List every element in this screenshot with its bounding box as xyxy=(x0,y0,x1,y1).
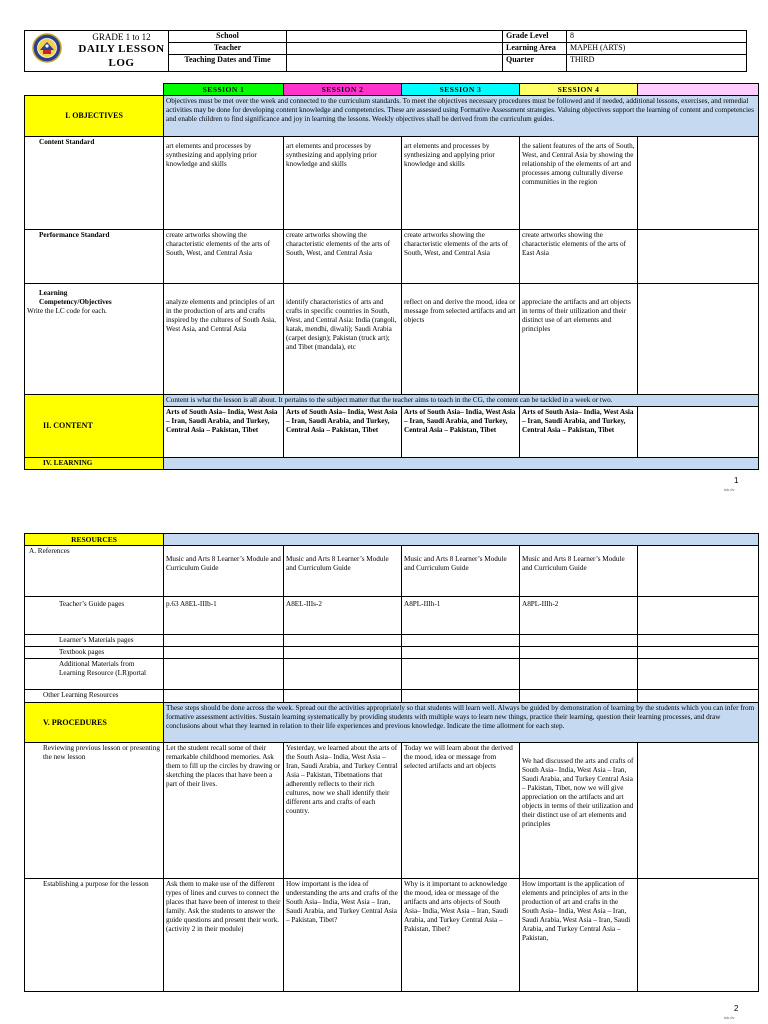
textbook-s1 xyxy=(164,647,284,659)
learning-bar xyxy=(164,458,759,470)
competency-label xyxy=(25,284,164,395)
reviewing-s5 xyxy=(638,743,759,879)
additional-materials-s3 xyxy=(402,659,520,690)
content-s3: Arts of South Asia– India, West Asia – Iran, Saudi Arabia, and Turkey, Central Asia – Pakistan, Tibet xyxy=(402,407,520,458)
content-s2: Arts of South Asia– India, West Asia – Iran, Saudi Arabia, and Turkey, Central Asia – Pakistan, Tibet xyxy=(284,407,402,458)
reviewing-s2: Yesterday, we learned about the arts of the South Asia– India, West Asia – Iran, Saudi Arabia, and Turkey Central Asia – Pakistan, Tibetnations that adherently reflects to their rich cultures, now we shall identify their different arts and crafts of each country. xyxy=(284,743,402,879)
content-standard-s3: art elements and processes by synthesizing and applying prior knowledge and skills xyxy=(402,137,520,230)
learning-label: IV. LEARNING xyxy=(25,458,164,470)
teacher-field[interactable] xyxy=(287,42,503,54)
content-s1: Arts of South Asia– India, West Asia – Iran, Saudi Arabia, and Turkey, Central Asia – Pakistan, Tibet xyxy=(164,407,284,458)
session-4-header: SESSION 4 xyxy=(520,84,638,96)
session-2-header: SESSION 2 xyxy=(284,84,402,96)
competency-label-line3: Write the LC code for each. xyxy=(27,307,107,316)
dll-table-page1 xyxy=(24,83,759,470)
learner-materials-s5 xyxy=(638,635,759,647)
quarter-label: Quarter xyxy=(503,54,567,71)
grade-range: GRADE 1 to 12 xyxy=(92,32,151,42)
other-resources-s5 xyxy=(638,690,759,703)
watermark-1: lsb.dv xyxy=(724,487,735,492)
objectives-label: I. OBJECTIVES xyxy=(25,96,164,137)
dates-label: Teaching Dates and Time xyxy=(169,54,287,71)
objectives-note: Objectives must be met over the week and connected to the curriculum standards. To meet the objectives necessary procedures must be followed and if needed, additional lessons, exercises, and remedial activities may be done for developing content knowledge and competencies. These are assessed using Formative Assessment strategies. Valuing objectives support the learning of content and competencies and enable children to find significance and joy in learning the lessons. Weekly objectives shall be derived from the curriculum guides. xyxy=(164,96,759,137)
performance-standard-s5 xyxy=(638,230,759,284)
additional-materials-s2 xyxy=(284,659,402,690)
teacher-guide-s1: p.63 A8EL-IIIb-1 xyxy=(164,597,284,635)
session-3-header: SESSION 3 xyxy=(402,84,520,96)
watermark-2: lsb.dv xyxy=(724,1015,735,1020)
dll-title-line2: LOG xyxy=(108,57,135,69)
competency-label-line2: Competency/Objectives xyxy=(39,298,112,307)
other-resources-s4 xyxy=(520,690,638,703)
dates-field[interactable] xyxy=(287,54,503,71)
content-standard-s5 xyxy=(638,137,759,230)
learner-materials-label: Learner’s Materials pages xyxy=(25,635,164,647)
performance-standard-s2: create artworks showing the characteristic elements of the arts of South, West, and Central Asia xyxy=(284,230,402,284)
competency-s2: identify characteristics of arts and crafts in specific countries in South, West, and Central Asia: India (rangoli, katak, mendhi, diwali); Saudi Arabia (carpet design); Pakistan (truck art); and Tibet (mandala), etc xyxy=(284,284,402,395)
establishing-label: Establishing a purpose for the lesson xyxy=(25,879,164,992)
teacher-guide-s5 xyxy=(638,597,759,635)
teacher-guide-s2: A8EL-IIIs-2 xyxy=(284,597,402,635)
textbook-s3 xyxy=(402,647,520,659)
references-s4: Music and Arts 8 Learner’s Module and Curriculum Guide xyxy=(520,546,638,597)
references-s3: Music and Arts 8 Learner’s Module and Curriculum Guide xyxy=(402,546,520,597)
establishing-s5 xyxy=(638,879,759,992)
references-s5 xyxy=(638,546,759,597)
establishing-s3: Why is it important to acknowledge the mood, idea or message of the artifacts and arts objects of South Asia– India, West Asia – Iran, Saudi Arabia, and Turkey Central Asia – Pakistan, Tibet? xyxy=(402,879,520,992)
page-number-1: 1 xyxy=(734,476,739,485)
dll-table-page2 xyxy=(24,533,759,992)
content-s5 xyxy=(638,407,759,458)
reviewing-s1: Let the student recall some of their remarkable childhood memories. Ask them to fill up the circles by drawing or sketching the places that have been a part of their lives. xyxy=(164,743,284,879)
teacher-label: Teacher xyxy=(169,42,287,54)
procedures-note: These steps should be done across the week. Spread out the activities appropriately so that students will learn well. Always be guided by demonstration of learning by the students which you can infer from formative assessment activities. Sustain learning systematically by providing students with multiple ways to learn new things, practice their learning, question their learning processes, and draw conclusions about what they learned in relation to their life experiences and previous knowledge. Indicate the time allotment for each step. xyxy=(164,703,759,743)
textbook-s2 xyxy=(284,647,402,659)
performance-standard-s1: create artworks showing the characteristic elements of the arts of South, West, and Central Asia xyxy=(164,230,284,284)
additional-materials-s4 xyxy=(520,659,638,690)
teacher-guide-s4: A8PL-IIIh-2 xyxy=(520,597,638,635)
teacher-guide-label: Teacher’s Guide pages xyxy=(25,597,164,635)
learner-materials-s4 xyxy=(520,635,638,647)
quarter-field[interactable]: THIRD xyxy=(567,54,747,71)
grade-level-field[interactable]: 8 xyxy=(567,31,747,43)
references-s1: Music and Arts 8 Learner’s Module and Curriculum Guide xyxy=(164,546,284,597)
competency-s4: appreciate the artifacts and art objects in terms of their utilization and their distinct use of art elements and principles xyxy=(520,284,638,395)
resources-bar xyxy=(164,534,759,546)
additional-materials-s5 xyxy=(638,659,759,690)
references-s2: Music and Arts 8 Learner’s Module and Curriculum Guide xyxy=(284,546,402,597)
content-label: II. CONTENT xyxy=(25,395,164,458)
session-blank xyxy=(25,84,164,96)
learner-materials-s3 xyxy=(402,635,520,647)
content-standard-s2: art elements and processes by synthesizing and applying prior knowledge and skills xyxy=(284,137,402,230)
content-s4: Arts of South Asia– India, West Asia – Iran, Saudi Arabia, and Turkey, Central Asia – Pakistan, Tibet xyxy=(520,407,638,458)
content-standard-label: Content Standard xyxy=(25,137,164,230)
references-label: A. References xyxy=(25,546,164,597)
session-5-header xyxy=(638,84,759,96)
additional-materials-s1 xyxy=(164,659,284,690)
other-resources-s2 xyxy=(284,690,402,703)
learner-materials-s2 xyxy=(284,635,402,647)
school-field[interactable] xyxy=(287,31,503,43)
teacher-guide-s3: A8PL-IIIh-1 xyxy=(402,597,520,635)
other-resources-s1 xyxy=(164,690,284,703)
other-resources-s3 xyxy=(402,690,520,703)
grade-level-label: Grade Level xyxy=(503,31,567,43)
competency-s3: reflect on and derive the mood, idea or message from selected artifacts and art objects xyxy=(402,284,520,395)
learning-area-label: Learning Area xyxy=(503,42,567,54)
competency-s1: analyze elements and principles of art in the production of arts and crafts inspired by the cultures of South Asia, West Asia, and Central Asia xyxy=(164,284,284,395)
content-note: Content is what the lesson is all about. It pertains to the subject matter that the teacher aims to teach in the CG, the content can be tackled in a week or two. xyxy=(164,395,759,407)
textbook-s5 xyxy=(638,647,759,659)
header-table xyxy=(24,30,747,72)
competency-label-line1: Learning xyxy=(39,289,68,298)
other-resources-label: Other Learning Resources xyxy=(25,690,164,703)
reviewing-label: Reviewing previous lesson or presenting the new lesson xyxy=(25,743,164,879)
content-standard-s1: art elements and processes by synthesizing and applying prior knowledge and skills xyxy=(164,137,284,230)
header-title-cell xyxy=(25,31,169,72)
performance-standard-label: Performance Standard xyxy=(25,230,164,284)
page-number-2: 2 xyxy=(734,1004,739,1013)
learner-materials-s1 xyxy=(164,635,284,647)
learning-area-field[interactable]: MAPEH (ARTS) xyxy=(567,42,747,54)
competency-s5 xyxy=(638,284,759,395)
additional-materials-label: Additional Materials from Learning Resource (LR)portal xyxy=(25,659,164,690)
performance-standard-s3: create artworks showing the characteristic elements of the arts of South, West, and Central Asia xyxy=(402,230,520,284)
school-label: School xyxy=(169,31,287,43)
establishing-s1: Ask them to make use of the different types of lines and curves to connect the places that have been of interest to their family. Ask the students to answer the guide questions and present their work. (activity 2 in their module) xyxy=(164,879,284,992)
establishing-s2: How important is the idea of understanding the arts and crafts of the South Asia– India, West Asia – Iran, Saudi Arabia, and Turkey Central Asia – Pakistan, Tibet? xyxy=(284,879,402,992)
procedures-label: V. PROCEDURES xyxy=(25,703,164,743)
textbook-s4 xyxy=(520,647,638,659)
establishing-s4: How important is the application of elements and principles of arts in the production of art and crafts in the South Asia– India, West Asia – Iran, Saudi Arabia, West Asia – Iran, Saudi Arabia, and Turkey Central Asia – Pakistan, xyxy=(520,879,638,992)
textbook-label: Textbook pages xyxy=(25,647,164,659)
content-standard-s4: the salient features of the arts of South, West, and Central Asia by showing the relationship of the elements of art and processes among culturally diverse communities in the region xyxy=(520,137,638,230)
dll-title-line1: DAILY LESSON xyxy=(78,43,165,56)
performance-standard-s4: create artworks showing the characteristic elements of the arts of East Asia xyxy=(520,230,638,284)
reviewing-s3: Today we will learn about the derived the mood, idea or message from selected artifacts and art objects xyxy=(402,743,520,879)
resources-label: RESOURCES xyxy=(25,534,164,546)
session-1-header: SESSION 1 xyxy=(164,84,284,96)
reviewing-s4: We had discussed the arts and crafts of South Asia– India, West Asia – Iran, Saudi Arabia, and Turkey Central Asia – Pakistan, Tibet, now we will give appreciation on the artifacts and art objects in terms of their utilization and their distinct use of art elements and principles xyxy=(520,743,638,879)
